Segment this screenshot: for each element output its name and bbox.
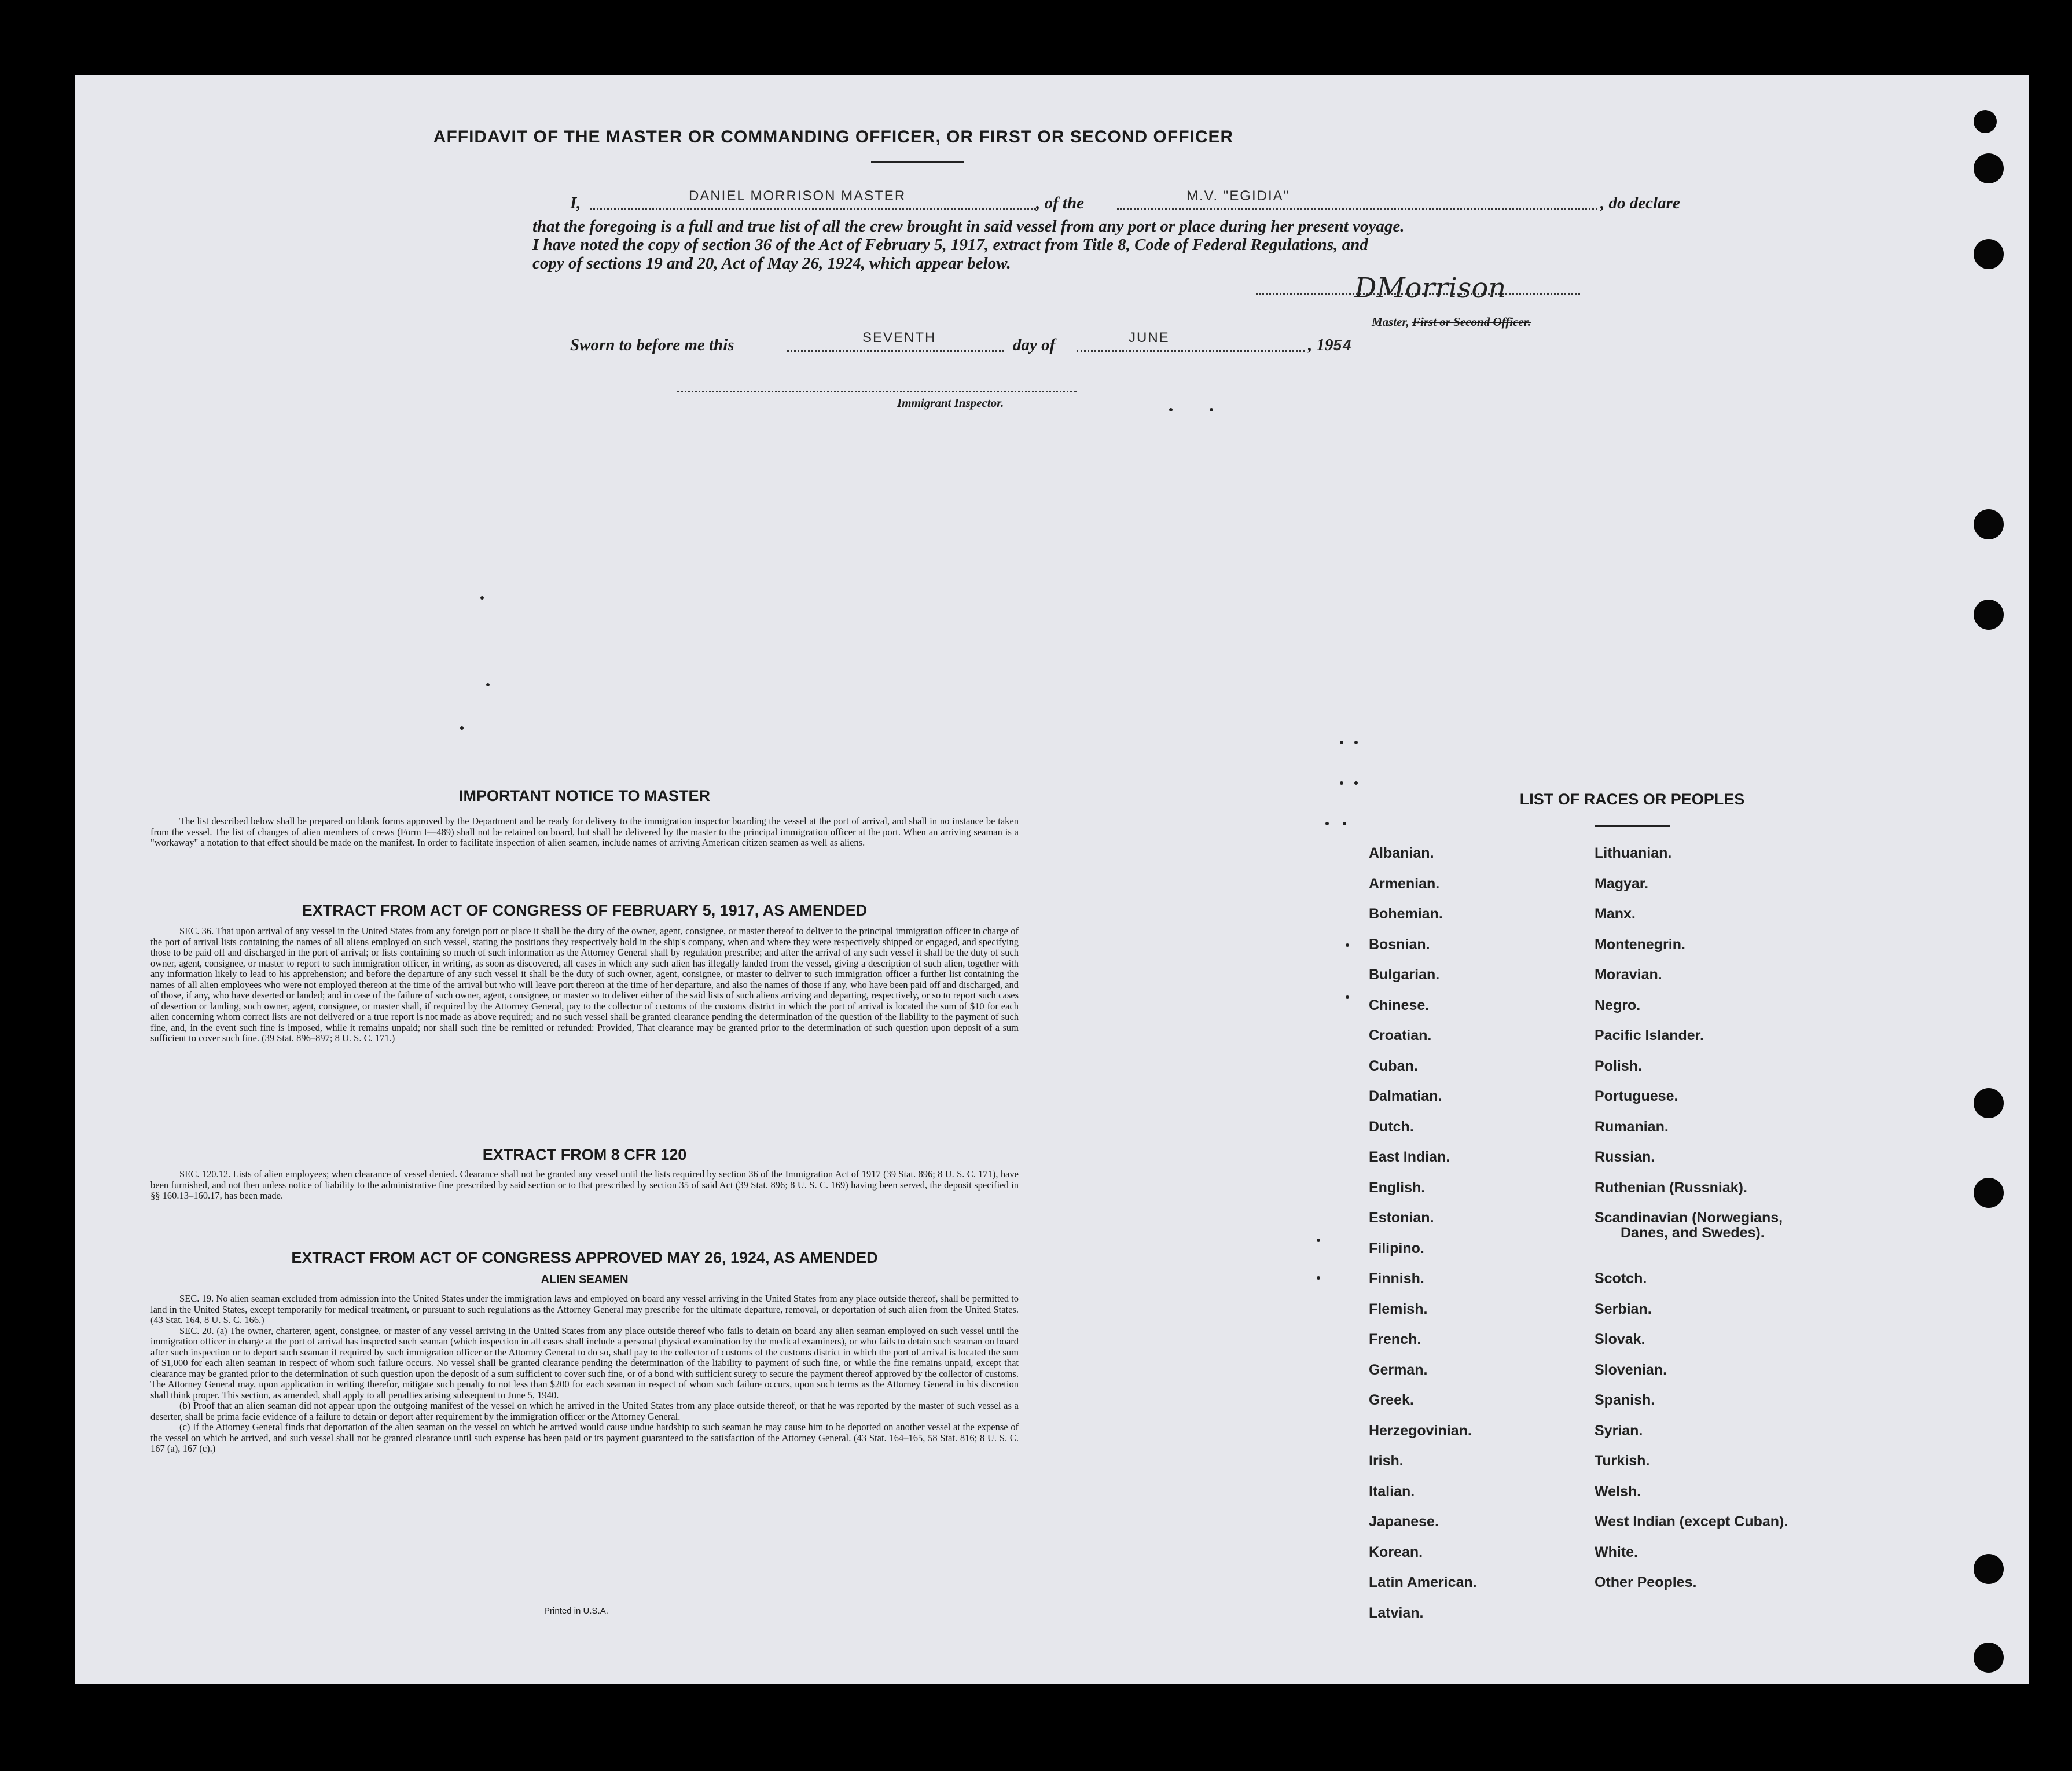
speck xyxy=(1340,741,1343,744)
signature-label-struck: First or Second Officer. xyxy=(1412,315,1531,329)
race-item: Bosnian. xyxy=(1369,936,1430,953)
race-item: English. xyxy=(1369,1179,1426,1196)
affidavit-line-2: that the foregoing is a full and true list of all the crew brought in said vessel from any port or place during her present voyage. xyxy=(532,217,1405,236)
race-item: White. xyxy=(1595,1544,1638,1560)
race-item: Slovenian. xyxy=(1595,1361,1667,1378)
race-item: Rumanian. xyxy=(1595,1118,1669,1135)
race-item: Chinese. xyxy=(1369,997,1430,1013)
race-item: Other Peoples. xyxy=(1595,1574,1697,1590)
race-item: Moravian. xyxy=(1595,967,1662,983)
notice-body: The list described below shall be prepared on blank forms approved by the Department and be ready for delivery to the immigration inspector boarding the vessel at the port of arrival, and shall in no instance be taken from the vessel. The list of changes of alien members of crews (Form I—489) shall not be retained on board, but shall be delivered by the master to the principal immigration officer at the port. When an arriving seaman is a "workaway" a notation to that effect should be made on the manifest. In order to facilitate inspection of alien seamen, include names of arriving American citizen seamen as well as aliens. xyxy=(150,815,1019,848)
race-item: Dutch. xyxy=(1369,1118,1414,1135)
extract-1917-title: EXTRACT FROM ACT OF CONGRESS OF FEBRUARY 5, 1917, AS AMENDED xyxy=(302,902,868,919)
race-item: Portuguese. xyxy=(1595,1088,1678,1104)
sec-19-text: SEC. 19. No alien seaman excluded from admission into the United States under the immigration laws and employed on board any vessel arriving in the United States from any place outside thereof, shall be permitted to land in the United States, except temporarily for medical treatment, or pursuant to such regulations as the Attorney General may prescribe for the ultimate departure, removal, or deportation of such alien from the United States. (43 Stat. 164, 8 U. S. C. 166.) xyxy=(150,1293,1019,1325)
race-item: Manx. xyxy=(1595,906,1636,922)
race-item: Latin American. xyxy=(1369,1574,1477,1590)
speck xyxy=(1346,943,1349,947)
race-item: Montenegrin. xyxy=(1595,936,1685,953)
sec-20c-text: (c) If the Attorney General finds that deportation of the alien seaman on the vessel on which he arrived would cause undue hardship to such seaman he may cause him to be deported on another vessel at the expense of the vessel on which he arrived, and such vessel shall not be granted clearance until such expense has been paid or its payment guaranteed to the satisfaction of the Attorney General. (43 Stat. 164–165, 58 Stat. 816; 8 U. S. C. 167 (a), 167 (c).) xyxy=(150,1421,1019,1454)
signature-label xyxy=(1372,315,1531,329)
race-item: Syrian. xyxy=(1595,1422,1643,1439)
race-item: Flemish. xyxy=(1369,1300,1428,1317)
printed-in-usa: Printed in U.S.A. xyxy=(544,1606,608,1616)
race-item: Herzegovinian. xyxy=(1369,1422,1472,1439)
race-item: Latvian. xyxy=(1369,1604,1424,1621)
sworn-day-handwritten: SEVENTH xyxy=(862,330,936,346)
race-item: Polish. xyxy=(1595,1057,1642,1074)
sworn-prefix: Sworn to before me this xyxy=(570,336,734,354)
extract-1924-body xyxy=(150,1294,1019,1454)
race-item: Russian. xyxy=(1595,1149,1655,1165)
of-the-text: , of the xyxy=(1036,194,1084,212)
race-item: Albanian. xyxy=(1369,845,1434,861)
race-item: West Indian (except Cuban). xyxy=(1595,1513,1788,1530)
races-left-column xyxy=(1369,845,1477,1635)
speck xyxy=(1343,822,1346,825)
document-page xyxy=(75,75,2029,1684)
do-declare-text: , do declare xyxy=(1600,194,1680,212)
speck xyxy=(1354,781,1358,785)
speck xyxy=(1169,408,1173,411)
race-item: Estonian. xyxy=(1369,1210,1434,1226)
race-item: Korean. xyxy=(1369,1544,1423,1560)
races-right-column xyxy=(1595,845,1788,1605)
master-signature: DMorrison xyxy=(1354,272,1507,304)
speck xyxy=(1317,1239,1320,1242)
sworn-month-handwritten: JUNE xyxy=(1129,330,1170,346)
race-item: Negro. xyxy=(1595,997,1641,1013)
master-name-handwritten: DANIEL MORRISON MASTER xyxy=(689,188,906,204)
race-item: Scandinavian (Norwegians, xyxy=(1595,1210,1783,1226)
race-item: Japanese. xyxy=(1369,1513,1439,1530)
punch-hole xyxy=(1974,1178,2004,1208)
speck xyxy=(480,596,484,600)
race-item: French. xyxy=(1369,1331,1421,1347)
affidavit-line-4: copy of sections 19 and 20, Act of May 26, 1924, which appear below. xyxy=(532,254,1011,273)
year-handwritten: 54 xyxy=(1333,336,1353,354)
race-item: Spanish. xyxy=(1595,1392,1655,1408)
affidavit-title: AFFIDAVIT OF THE MASTER OR COMMANDING OFFICER, OR FIRST OR SECOND OFFICER xyxy=(433,127,1234,146)
race-item: Slovak. xyxy=(1595,1331,1645,1347)
title-rule xyxy=(871,161,964,163)
extract-1917-body: SEC. 36. That upon arrival of any vessel in the United States from any foreign port or place it shall be the duty of the owner, agent, consignee, or master thereof to deliver to the principal immigration officer in charge of the port of arrival lists containing the names of all aliens employed on such vessel, stating the positions they respectively hold in the ship's company, when and where they were respectively shipped or engaged, and specifying those to be paid off and discharged in the port of arrival; or lists containing so much of such information as the Attorney General shall by regulation prescribe; and after the arrival of any such vessel it shall be the duty of such owner, agent, consignee, or master to report to such immigration officer, in writing, as soon as discovered, all cases in which any such alien has illegally landed from the vessel, giving a description of such alien, together with any information likely to lead to his apprehension; and before the departure of any such vessel it shall be the duty of such owner, agent, consignee, or master to deliver to such immigration officer a further list containing the names of all alien employees who were not employed thereon at the time of the arrival but who will leave port thereon at the time of her departure, and also the names of those if any, who have been paid off and discharged, and of those, if any, who have deserted or landed; and in case of the failure of such owner, agent, consignee, or master so to deliver either of the said lists of such aliens arriving and departing, respectively, or so to report such cases of desertion or landing, such owner, agent, consignee, or master shall, if required by the Attorney General, pay to the collector of customs of the customs district in which the port of arrival is located the sum of $10 for each alien concerning whom correct lists are not delivered or a true report is not made as above required; and no such vessel shall be granted clearance pending the determination of the question of the liability to the payment of such fine, and, in the event such fine is imposed, while it remains unpaid; nor shall such fine be remitted or refunded: Provided, That clearance may be granted prior to the determination of such question upon deposit of a sum sufficient to cover such fine. (39 Stat. 896–897; 8 U. S. C. 171.) xyxy=(150,925,1019,1044)
sworn-month-line xyxy=(1077,334,1305,352)
race-item: Scotch. xyxy=(1595,1270,1647,1287)
signature-line xyxy=(1256,293,1580,295)
race-item: German. xyxy=(1369,1361,1428,1378)
inspector-line xyxy=(677,391,1077,392)
affidavit-pronoun: I, xyxy=(570,194,581,212)
race-item: Magyar. xyxy=(1595,875,1649,892)
punch-hole xyxy=(1974,509,2004,539)
extract-1924-title: EXTRACT FROM ACT OF CONGRESS APPROVED MAY 26, 1924, AS AMENDED xyxy=(291,1249,878,1266)
race-item: Dalmatian. xyxy=(1369,1088,1442,1104)
race-item: Danes, and Swedes). xyxy=(1621,1225,1765,1241)
speck xyxy=(1354,741,1358,744)
extract-cfr-title: EXTRACT FROM 8 CFR 120 xyxy=(482,1146,687,1163)
speck xyxy=(1346,995,1349,999)
race-item: Filipino. xyxy=(1369,1240,1424,1256)
punch-hole xyxy=(1974,110,1997,133)
punch-hole xyxy=(1974,239,2004,269)
speck xyxy=(1340,781,1343,785)
race-item: East Indian. xyxy=(1369,1149,1450,1165)
speck xyxy=(486,683,490,686)
race-item: Bohemian. xyxy=(1369,906,1443,922)
race-item: Finnish. xyxy=(1369,1270,1424,1287)
races-title: LIST OF RACES OR PEOPLES xyxy=(1519,791,1745,808)
race-item: Armenian. xyxy=(1369,875,1440,892)
day-of-text: day of xyxy=(1013,336,1056,354)
race-item: Croatian. xyxy=(1369,1027,1432,1044)
race-item: Italian. xyxy=(1369,1483,1415,1500)
sec-20b-text: (b) Proof that an alien seaman did not appear upon the outgoing manifest of the vessel on which he arrived in the United States from any place outside thereof, or that he was reported by the master of such vessel as a deserter, shall be prima facie evidence of a failure to detain or deport after requirement by the immigration officer or the Attorney General. xyxy=(150,1400,1019,1422)
race-item: Lithuanian. xyxy=(1595,845,1672,861)
speck xyxy=(1210,408,1213,411)
notice-title: IMPORTANT NOTICE TO MASTER xyxy=(459,787,710,804)
year-prefix: , 19 xyxy=(1308,336,1333,354)
sworn-year xyxy=(1308,336,1352,355)
punch-hole xyxy=(1974,1643,2004,1673)
vessel-name-handwritten: M.V. "EGIDIA" xyxy=(1186,188,1290,204)
extract-cfr-body: SEC. 120.12. Lists of alien employees; when clearance of vessel denied. Clearance shall not be granted any vessel until the lists required by section 36 of the Immigration Act of 1917 (39 Stat. 896; 8 U. S. C. 171), have been furnished, and not then unless notice of liability to the administrative fine prescribed by said section or to that prescribed by section 35 of said Act (39 Stat. 896; 8 U. S. C. 169) having been served, the deposit specified in §§ 160.13–160.17, has been made. xyxy=(150,1169,1019,1201)
race-item: Pacific Islander. xyxy=(1595,1027,1704,1044)
race-item: Cuban. xyxy=(1369,1057,1418,1074)
speck xyxy=(1325,822,1329,825)
extract-1924-subtitle: ALIEN SEAMEN xyxy=(541,1273,629,1286)
speck xyxy=(1317,1276,1320,1280)
affidavit-line-3: I have noted the copy of section 36 of the Act of February 5, 1917, extract from Title 8, Code of Federal Regulations, and xyxy=(532,236,1368,254)
speck xyxy=(460,726,464,730)
race-item: Greek. xyxy=(1369,1392,1414,1408)
inspector-label: Immigrant Inspector. xyxy=(897,396,1004,410)
race-item: Turkish. xyxy=(1595,1453,1650,1469)
race-item: Bulgarian. xyxy=(1369,967,1440,983)
punch-hole xyxy=(1974,153,2004,183)
sec-20a-text: SEC. 20. (a) The owner, charterer, agent, consignee, or master of any vessel arriving in the United States from any place outside thereof who fails to detain on board any alien seaman employed on such vessel until the immigration officer in charge at the port of arrival has inspected such seaman (which inspection in all cases shall include a personal physical examination by the medical examiners), or who fails to detain such seaman on board after such inspection or to deport such seaman if required by such immigration officer or the Attorney General to do so, shall pay to the collector of customs of the customs district in which the port of arrival is located the sum of $1,000 for each alien seaman in respect of whom such failure occurs. No vessel shall be granted clearance pending the determination of the liability to payment of such fine, or while the fine remains unpaid, except that clearance may be granted prior to the determination of such question upon the deposit of a sum sufficient to cover such fine, or of a bond with sufficient surety to secure the payment thereof approved by the collector of customs. The Attorney General may, upon application in writing therefor, mitigate such penalty to not less than $200 for each seaman in respect of whom such failure occurs, upon such terms as the Attorney General in his discretion shall think proper. This section, as amended, shall apply to all penalties arising subsequent to June 5, 1940. xyxy=(150,1325,1019,1401)
race-item: Welsh. xyxy=(1595,1483,1641,1500)
race-item: Serbian. xyxy=(1595,1300,1652,1317)
punch-hole xyxy=(1974,1554,2004,1584)
race-item: Irish. xyxy=(1369,1453,1404,1469)
race-item: Ruthenian (Russniak). xyxy=(1595,1179,1747,1196)
punch-hole xyxy=(1974,600,2004,630)
races-rule xyxy=(1595,825,1670,827)
punch-hole xyxy=(1974,1088,2004,1118)
signature-label-master: Master, xyxy=(1372,315,1413,329)
